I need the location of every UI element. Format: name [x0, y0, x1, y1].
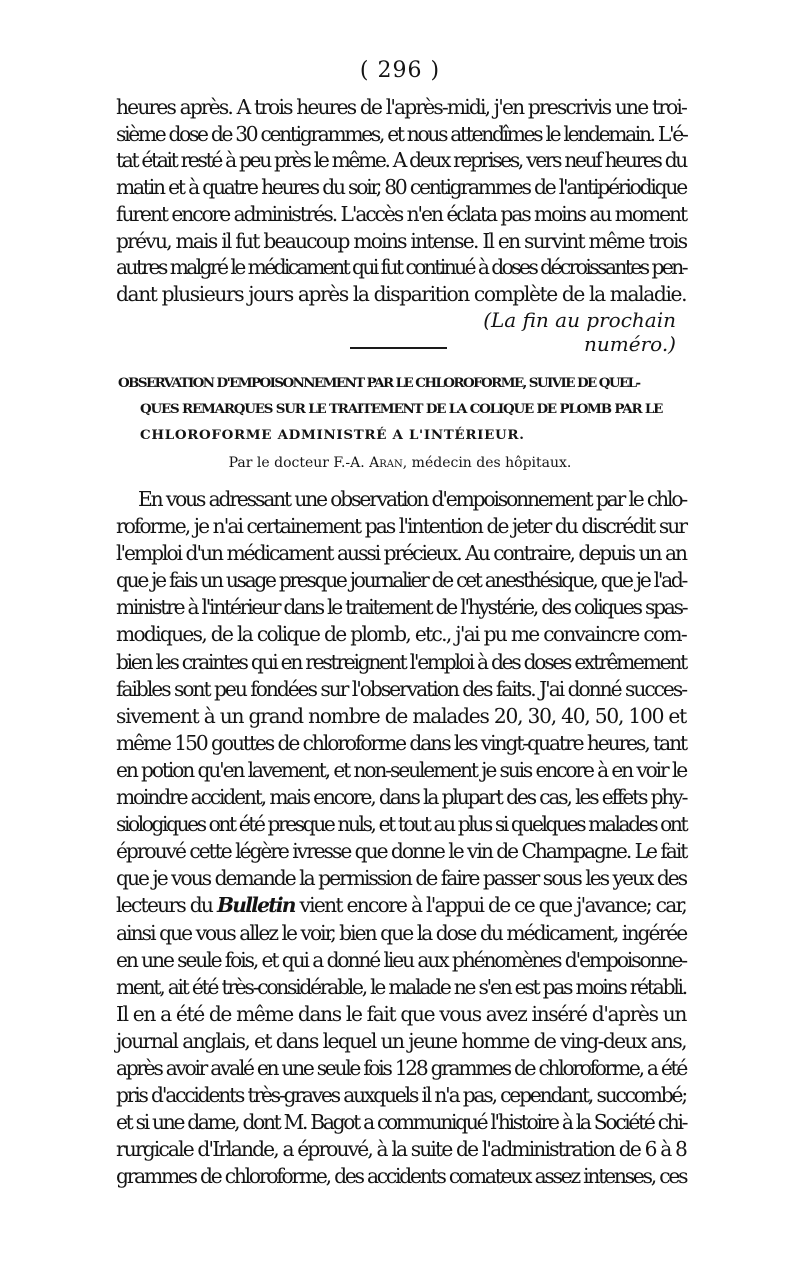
byline-suffix: , médecin des hôpitaux.: [402, 455, 572, 471]
text-fragment: lecteurs du: [116, 893, 217, 918]
page-number: ( 296 ): [359, 58, 441, 83]
text-line: En vous adressant une observation d'empoisonnement par le chlo-: [138, 487, 687, 511]
text-line: rurgicale d'Irlande, a éprouvé, à la suite de l'administration de 6 à 8: [116, 1137, 686, 1162]
text-line: Il en a été de même dans le fait que vous avez inséré d'après un: [116, 1001, 686, 1026]
text-line: que je vous demande la permission de faire passer sous les yeux des: [116, 866, 687, 891]
text-line: et si une dame, dont M. Bagot a communiqué l'histoire à la Société chi-: [116, 1110, 687, 1135]
text-line: sivement à un grand nombre de malades 20, 30, 40, 50, 100 et: [116, 703, 686, 728]
article-heading: [120, 370, 684, 448]
text-line: modiques, de la colique de plomb, etc., j'ai pu me convaincre com-: [116, 622, 686, 647]
text-line: [116, 892, 686, 919]
text-line: prévu, mais il fut beaucoup moins intense. Il en survint même trois: [116, 228, 687, 253]
text-line: ainsi que vous allez le voir, bien que la dose du médicament, ingérée: [116, 920, 687, 945]
text-line: en potion qu'en lavement, et non-seulement je suis encore à en voir le: [116, 757, 687, 782]
text-line: ment, ait été très-considérable, le malade ne s'en est pas moins rétabli.: [116, 974, 686, 999]
text-line: heures après. A trois heures de l'après-midi, j'en prescrivis une troi-: [116, 95, 687, 119]
byline-prefix: Par le docteur: [228, 455, 329, 471]
text-fragment: vient encore à l'appui de ce que j'avance; car,: [294, 893, 686, 918]
text-line: bien les craintes qui en restreignent l'emploi à des doses extrêmement: [116, 649, 686, 674]
text-line: après avoir avalé en une seule fois 128 grammes de chloroforme, a été: [116, 1055, 686, 1080]
journal-title: Bulletin: [216, 893, 295, 918]
text-line: tat était resté à peu près le même. A deux reprises, vers neuf heures du: [116, 148, 686, 173]
heading-line: QUES REMARQUES SUR LE TRAITEMENT DE LA COLIQUE DE PLOMB PAR LE: [140, 401, 663, 417]
text-line: l'emploi d'un médicament aussi précieux. Au contraire, depuis un an: [116, 541, 686, 566]
text-line: sième dose de 30 centigrammes, et nous attendîmes le lendemain. L'é-: [116, 121, 687, 146]
text-line: éprouvé cette légère ivresse que donne le vin de Champagne. Le fait: [116, 839, 687, 864]
text-line: ministre à l'intérieur dans le traitement de l'hystérie, des coliques spas-: [116, 595, 687, 620]
text-line: roforme, je n'ai certainement pas l'intention de jeter du discrédit sur: [116, 514, 687, 539]
text-line: furent encore administrés. L'accès n'en éclata pas moins au moment: [116, 201, 687, 226]
heading-line: CHLOROFORME ADMINISTRÉ A L'INTÉRIEUR.: [140, 427, 525, 443]
text-line: pris d'accidents très-graves auxquels il n'a pas, cependant, succombé;: [116, 1083, 686, 1108]
article-byline: [0, 455, 800, 471]
continuation-paragraph: [116, 94, 686, 308]
text-line: autres malgré le médicament qui fut continué à doses décroissantes pen-: [116, 255, 686, 280]
text-line: même 150 gouttes de chloroforme dans les vingt-quatre heures, tant: [116, 730, 687, 755]
text-line: matin et à quatre heures du soir, 80 centigrammes de l'antipériodique: [116, 175, 686, 200]
article-body: [116, 486, 686, 1190]
text-line: moindre accident, mais encore, dans la plupart des cas, les effets phy-: [116, 785, 687, 810]
text-line: journal anglais, et dans lequel un jeune homme de ving-deux ans,: [116, 1028, 686, 1053]
text-line: dant plusieurs jours après la disparition complète de la maladie.: [116, 281, 687, 306]
text-line: faibles sont peu fondées sur l'observation des faits. J'ai donné succes-: [116, 676, 686, 701]
author-name: F.-A. Aran: [333, 455, 403, 471]
section-divider: [350, 347, 447, 349]
text-line: en une seule fois, et qui a donné lieu aux phénomènes d'empoisonne-: [116, 947, 686, 972]
heading-line: OBSERVATION D'EMPOISONNEMENT PAR LE CHLOROFORME, SUIVIE DE QUEL-: [118, 375, 640, 391]
text-line: grammes de chloroforme, des accidents comateux assez intenses, ces: [116, 1164, 687, 1189]
text-line: que je fais un usage presque journalier de cet anesthésique, que je l'ad-: [116, 568, 686, 593]
text-line: siologiques ont été presque nuls, et tout au plus si quelques malades ont: [116, 812, 687, 837]
to-be-continued-note: (La fin au prochain numéro.): [483, 308, 676, 356]
